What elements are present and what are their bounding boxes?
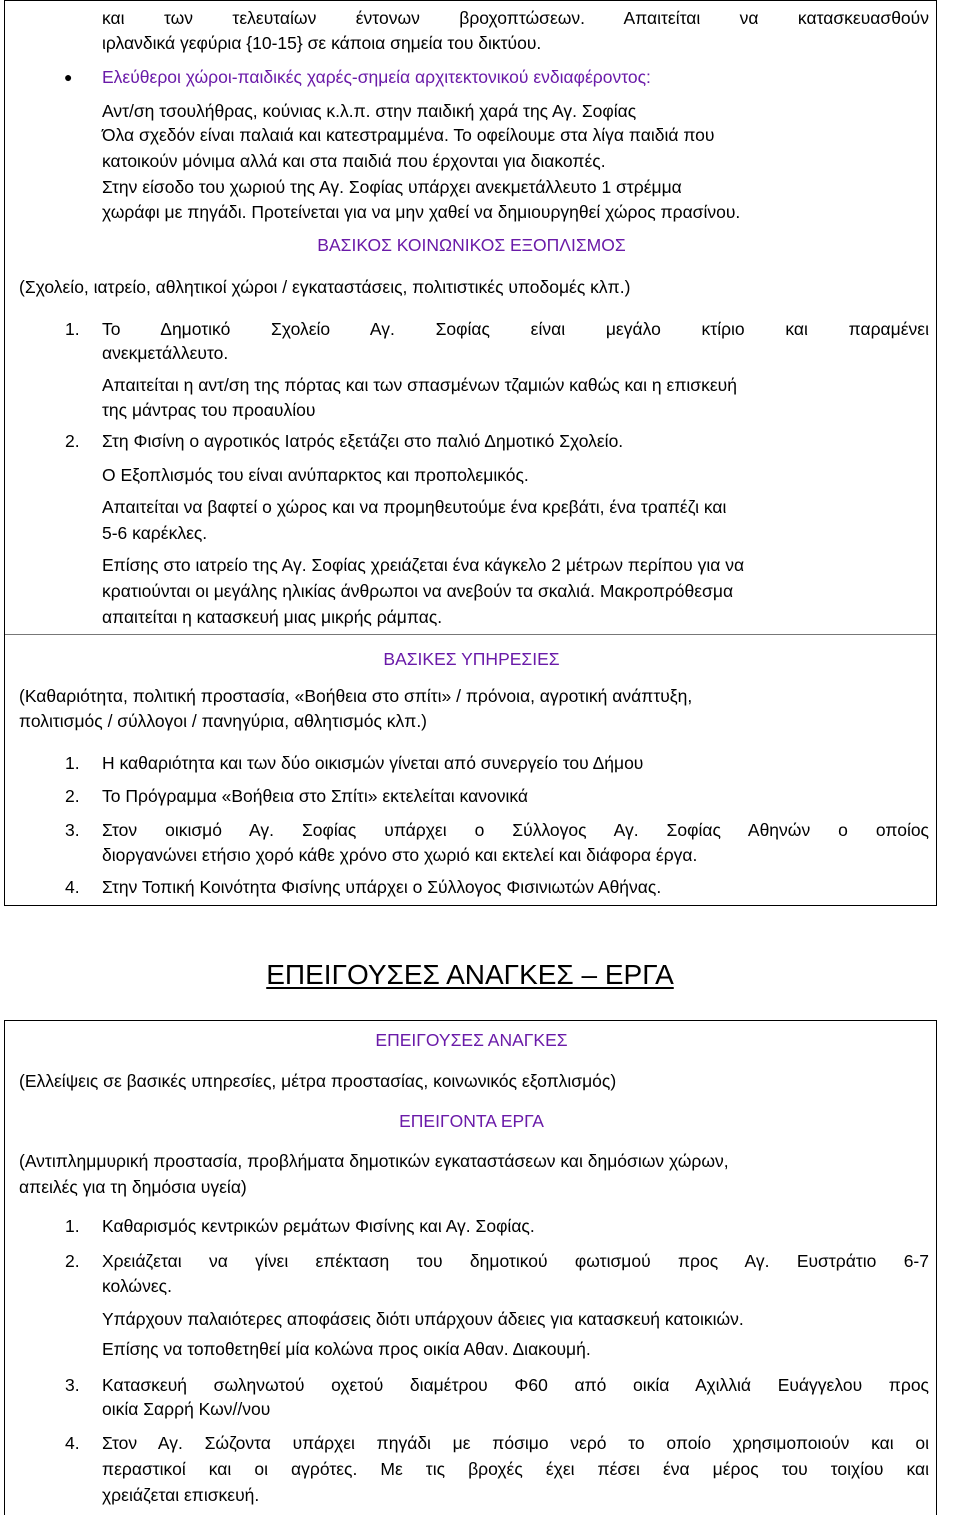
paragraph-line: ιρλανδικά γεφύρια {10-15} σε κάποια σημεία του δικτύου. [102, 33, 542, 53]
section-heading: ΒΑΣΙΚΟΣ ΚΟΙΝΩΝΙΚΟΣ ΕΞΟΠΛΙΣΜΟΣ [317, 235, 626, 255]
list-item: Χρειάζεται να γίνει επέκταση του δημοτικού φωτισμού προς Αγ. Ευστράτιο 6-7 [102, 1251, 929, 1271]
list-number: 1. [65, 753, 80, 773]
paragraph-line: Αντ/ση τσουλήθρας, κούνιας κ.λ.π. στην παιδική χαρά της Αγ. Σοφίας [102, 101, 637, 121]
list-item: Το Πρόγραμμα «Βοήθεια στο Σπίτι» εκτελείται κανονικά [102, 786, 528, 806]
paragraph-line: της μάντρας του προαυλίου [102, 400, 316, 420]
list-number: 4. [65, 877, 80, 897]
paragraph-line: χωράφι με πηγάδι. Προτείνεται για να μην χαθεί να δημιουργηθεί χώρος πρασίνου. [102, 202, 741, 222]
section-subtitle: (Σχολείο, ιατρείο, αθλητικοί χώροι / εγκαταστάσεις, πολιτιστικές υποδομές κλπ.) [19, 277, 631, 297]
paragraph-line: Υπάρχουν παλαιότερες αποφάσεις διότι υπάρχουν άδειες για κατασκευή κατοικιών. [102, 1309, 744, 1329]
paragraph-line: Επίσης στο ιατρείο της Αγ. Σοφίας χρειάζεται ένα κάγκελο 2 μέτρων περίπου για να [102, 555, 745, 575]
paragraph-line: Επίσης να τοποθετηθεί μία κολώνα προς οικία Αθαν. Διακουμή. [102, 1339, 591, 1359]
divider [5, 634, 936, 635]
paragraph-line: Ο Εξοπλισμός του είναι ανύπαρκτος και προπολεμικός. [102, 465, 529, 485]
list-item: ανεκμετάλλευτο. [102, 343, 229, 363]
bullet-heading: Ελεύθεροι χώροι-παιδικές χαρές-σημεία αρχιτεκτονικού ενδιαφέροντος: [102, 67, 651, 87]
section-subtitle: (Ελλείψεις σε βασικές υπηρεσίες, μέτρα προστασίας, κοινωνικός εξοπλισμός) [19, 1071, 617, 1091]
list-item: Κατασκευή σωληνωτού οχετού διαμέτρου Φ60 από οικία Αχιλλιά Ευάγγελου προς [102, 1375, 929, 1395]
list-item: περαστικοί και οι αγρότες. Με τις βροχές έχει πέσει ένα μέρος του τοιχίου και [102, 1459, 929, 1479]
paragraph-line: Στην είσοδο του χωριού της Αγ. Σοφίας υπάρχει ανεκμετάλλευτο 1 στρέμμα [102, 177, 682, 197]
paragraph-line: κατοικούν μόνιμα αλλά και στα παιδιά που έρχονται για διακοπές. [102, 151, 606, 171]
list-item: Το Δημοτικό Σχολείο Αγ. Σοφίας είναι μεγάλο κτίριο και παραμένει [102, 319, 929, 339]
section-box-urgent-works [4, 1020, 937, 1515]
list-item: Στην Τοπική Κοινότητα Φισίνης υπάρχει ο Σύλλογος Φισινιωτών Αθήνας. [102, 877, 662, 897]
list-item: χρειάζεται επισκευή. [102, 1485, 260, 1505]
paragraph-line: 5-6 καρέκλες. [102, 523, 208, 543]
list-number: 2. [65, 431, 80, 451]
list-number: 3. [65, 1375, 80, 1395]
paragraph-line: Όλα σχεδόν είναι παλαιά και κατεστραμμένα. Το οφείλουμε στα λίγα παιδιά που [102, 125, 715, 145]
paragraph-line: απαιτείται η κατασκευή μιας μικρής ράμπας. [102, 607, 443, 627]
paragraph-line: και των τελευταίων έντονων βροχοπτώσεων. Απαιτείται να κατασκευασθούν [102, 8, 929, 28]
list-number: 1. [65, 1216, 80, 1236]
list-number: 2. [65, 786, 80, 806]
paragraph-line: Απαιτείται η αντ/ση της πόρτας και των σπασμένων τζαμιών καθώς και η επισκευή [102, 375, 737, 395]
list-item: κολώνες. [102, 1276, 172, 1296]
section-heading: ΒΑΣΙΚΕΣ ΥΠΗΡΕΣΙΕΣ [383, 649, 560, 669]
list-number: 2. [65, 1251, 80, 1271]
page-heading: ΕΠΕΙΓΟΥΣΕΣ ΑΝΑΓΚΕΣ – ΕΡΓΑ [266, 959, 674, 990]
list-number: 4. [65, 1433, 80, 1453]
section-subtitle: πολιτισμός / σύλλογοι / πανηγύρια, αθλητισμός κλπ.) [19, 711, 428, 731]
section-heading: ΕΠΕΙΓΟΥΣΕΣ ΑΝΑΓΚΕΣ [375, 1030, 568, 1050]
section-box-social-services [4, 0, 937, 906]
paragraph-line: Απαιτείται να βαφτεί ο χώρος και να προμηθευτούμε ένα κρεβάτι, ένα τραπέζι και [102, 497, 727, 517]
bullet-icon: ● [64, 69, 73, 85]
section-subtitle: (Αντιπλημμυρική προστασία, προβλήματα δημοτικών εγκαταστάσεων και δημόσιων χώρων, [19, 1151, 729, 1171]
paragraph-line: κρατιούνται οι μεγάλης ηλικίας άνθρωποι να ανεβούν τα σκαλιά. Μακροπρόθεσμα [102, 581, 734, 601]
list-item: διοργανώνει ετήσιο χορό κάθε χρόνο στο χωριό και εκτελεί και διάφορα έργα. [102, 845, 698, 865]
list-item: οικία Σαρρή Κων//νου [102, 1399, 271, 1419]
list-item: Στον οικισμό Αγ. Σοφίας υπάρχει ο Σύλλογος Αγ. Σοφίας Αθηνών ο οποίος [102, 820, 929, 840]
list-number: 1. [65, 319, 80, 339]
list-item: Στον Αγ. Σώζοντα υπάρχει πηγάδι με πόσιμο νερό το οποίο χρησιμοποιούν και οι [102, 1433, 929, 1453]
list-item: Καθαρισμός κεντρικών ρεμάτων Φισίνης και Αγ. Σοφίας. [102, 1216, 535, 1236]
section-subtitle: (Καθαριότητα, πολιτική προστασία, «Βοήθεια στο σπίτι» / πρόνοια, αγροτική ανάπτυξη, [19, 686, 693, 706]
section-subtitle: απειλές για τη δημόσια υγεία) [19, 1177, 247, 1197]
section-heading: ΕΠΕΙΓΟΝΤΑ ΕΡΓΑ [399, 1111, 544, 1131]
list-number: 3. [65, 820, 80, 840]
list-item: Η καθαριότητα και των δύο οικισμών γίνεται από συνεργείο του Δήμου [102, 753, 644, 773]
list-item: Στη Φισίνη ο αγροτικός Ιατρός εξετάζει στο παλιό Δημοτικό Σχολείο. [102, 431, 624, 451]
